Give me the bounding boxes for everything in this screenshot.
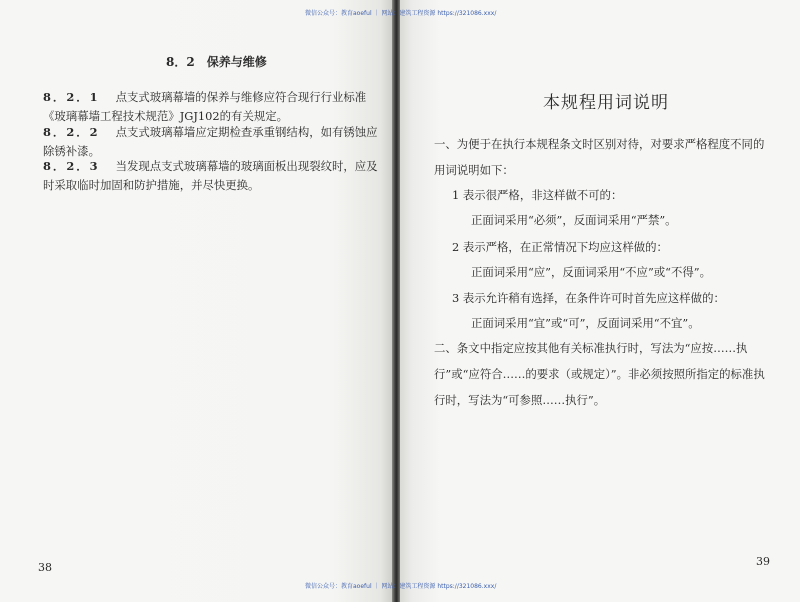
list-item-detail: 正面词采用“必须”，反面词采用“严禁”。	[471, 213, 677, 227]
paragraph-two: 二、条文中指定应按其他有关标准执行时，写法为“应按……执行”或“应符合……的要求（或规定）”。非必须按照所指定的标准执行时，写法为“可参照……执行”。	[434, 341, 765, 407]
right-page-title: 本规程用词说明	[543, 93, 669, 113]
clause-8-2-3	[43, 157, 383, 195]
page-number-left: 38	[38, 561, 52, 574]
left-page	[0, 0, 392, 602]
clause-text: 点支式玻璃幕墙应定期检查承重钢结构，如有锈蚀应除锈补漆。	[43, 125, 378, 158]
list-item: 2 表示严格，在正常情况下均应这样做的：	[452, 240, 668, 254]
section-title: 8．2 保养与维修	[166, 55, 267, 69]
clause-number: 8．2．3	[43, 159, 100, 173]
paragraph-one: 一、为便于在执行本规程条文时区别对待，对要求严格程度不同的用词说明如下：	[434, 137, 765, 177]
clause-number: 8．2．1	[43, 90, 100, 104]
list-item-detail: 正面词采用“应”，反面词采用“不应”或“不得”。	[471, 265, 711, 279]
list-item-detail: 正面词采用“宜”或“可”，反面词采用“不宜”。	[471, 316, 700, 330]
list-item: 3 表示允许稍有选择，在条件许可时首先应这样做的：	[452, 291, 725, 305]
watermark-bottom: 微信公众号：教育aoeful ｜ 网站：建筑工程资源 https://321086.xxx/	[305, 583, 497, 590]
book-spine	[392, 0, 400, 602]
list-item: 1 表示很严格，非这样做不可的：	[452, 188, 623, 202]
watermark-top: 微信公众号：教育aoeful ｜ 网站：建筑工程资源 https://321086.xxx/	[305, 10, 497, 17]
clause-8-2-2	[43, 123, 383, 161]
clause-text: 点支式玻璃幕墙的保养与维修应符合现行行业标准《玻璃幕墙工程技术规范》JGJ102的有关规定。	[43, 90, 367, 123]
clause-text: 当发现点支式玻璃幕墙的玻璃面板出现裂纹时，应及时采取临时加固和防护措施，并尽快更换。	[43, 159, 378, 192]
page-number-right: 39	[756, 555, 770, 568]
clause-number: 8．2．2	[43, 125, 100, 139]
clause-8-2-1	[43, 88, 383, 126]
